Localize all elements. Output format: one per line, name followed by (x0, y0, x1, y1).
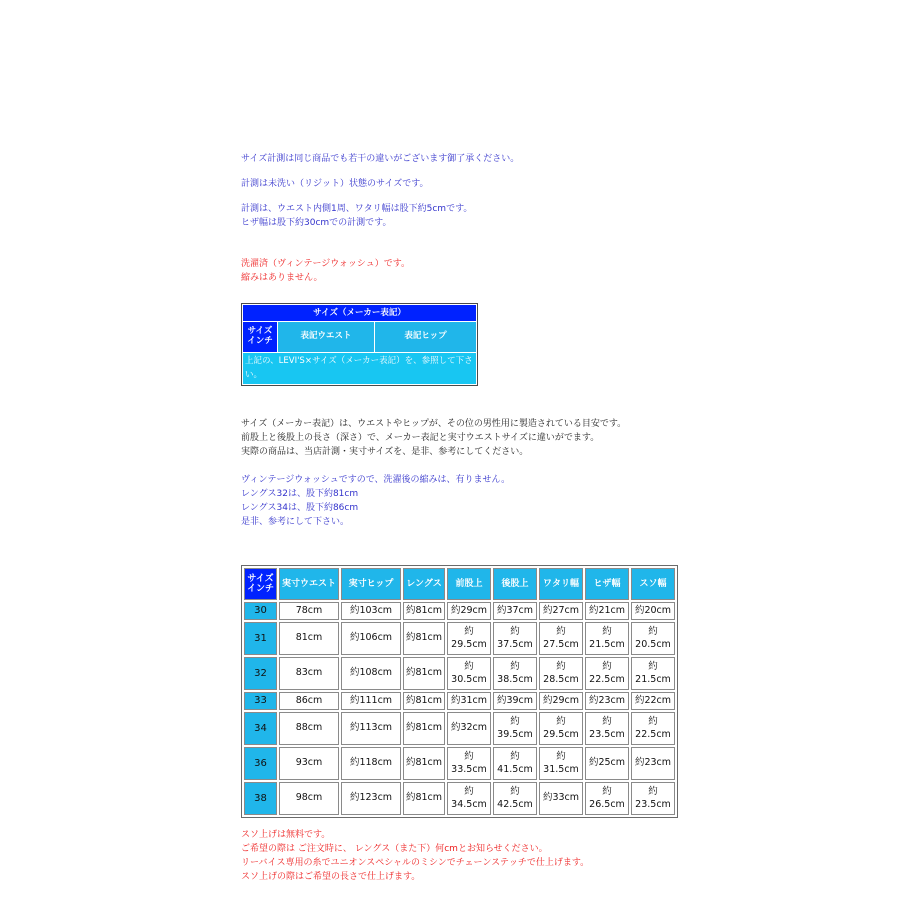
table-cell (585, 692, 629, 710)
cell-text: 約 (510, 715, 520, 727)
note-line: ご希望の際は ご注文時に、 レングス（また下）何cmとお知らせください。 (241, 843, 548, 854)
measurement-table (241, 565, 678, 818)
table-cell (341, 657, 401, 690)
table-row (244, 782, 675, 815)
table-cell (279, 657, 339, 690)
cell-text: 約 (464, 660, 474, 672)
note-vintage-wash (241, 474, 510, 530)
note-line: スソ上げの際はご希望の長さで仕上げます。 (241, 871, 421, 882)
header-length: レングス (403, 568, 445, 600)
table-cell (341, 782, 401, 815)
size-cell: 33 (244, 692, 277, 710)
cell-text: 42.5cm (497, 798, 533, 810)
cell-text: 41.5cm (497, 763, 533, 775)
header-hem-width: スソ幅 (631, 568, 675, 600)
table-cell (447, 747, 491, 780)
cell-text: 約81cm (405, 694, 443, 706)
cell-text: 約108cm (349, 667, 393, 679)
measurement-header-row (244, 568, 675, 600)
cell-text: 約103cm (349, 604, 393, 616)
table-cell (631, 692, 675, 710)
cell-text: 約111cm (349, 694, 393, 706)
size-cell: 38 (244, 782, 277, 815)
cell-text: 28.5cm (543, 673, 579, 685)
cell-text: 29.5cm (451, 638, 487, 650)
table-cell (341, 747, 401, 780)
note-line: サイズ計測は同じ商品でも若干の違いがございます御了承ください。 (241, 154, 520, 164)
table-cell (493, 602, 537, 620)
table-cell (631, 602, 675, 620)
cell-text: 30.5cm (451, 673, 487, 685)
cell-text: 約31cm (450, 694, 488, 706)
note-line: リーバイス専用の糸でユニオンスペシャルのミシンでチェーンステッチで仕上げます。 (241, 857, 590, 868)
table-cell (631, 657, 675, 690)
cell-text: 約81cm (405, 632, 443, 644)
header-line: サイズ (247, 573, 274, 584)
table-cell (403, 747, 445, 780)
maker-size-table (241, 303, 478, 386)
cell-text: 約 (556, 660, 566, 672)
cell-text: 約25cm (588, 757, 626, 769)
cell-text: 27.5cm (543, 638, 579, 650)
cell-text: 約29cm (450, 604, 488, 616)
cell-text: 39.5cm (497, 728, 533, 740)
table-row (244, 712, 675, 745)
header-size (244, 568, 277, 600)
cell-text: 38.5cm (497, 673, 533, 685)
note-line: レングス32は、股下約81cm (241, 488, 359, 499)
cell-text: 26.5cm (589, 798, 625, 810)
cell-text: 86cm (295, 694, 323, 706)
cell-text: 約23cm (588, 694, 626, 706)
note-hemming (241, 829, 589, 885)
cell-text: 約 (648, 625, 658, 637)
cell-text: 約 (602, 715, 612, 727)
cell-text: 約23cm (634, 757, 672, 769)
cell-text: 約 (464, 750, 474, 762)
cell-text: 33.5cm (451, 763, 487, 775)
table-cell (493, 712, 537, 745)
cell-text: 約 (464, 785, 474, 797)
table-cell (403, 602, 445, 620)
table-cell (447, 657, 491, 690)
table-cell (539, 747, 583, 780)
cell-text: 約 (648, 660, 658, 672)
cell-text: 約33cm (542, 792, 580, 804)
cell-text: 約 (602, 660, 612, 672)
table-cell (493, 692, 537, 710)
note-line: 計測は、ウエスト内側1周、ワタリ幅は股下約5cmです。 (241, 204, 473, 214)
cell-text: 37.5cm (497, 638, 533, 650)
cell-text: 約 (602, 625, 612, 637)
cell-text: 約 (602, 785, 612, 797)
cell-text: 約37cm (496, 604, 534, 616)
header-line: インチ (247, 336, 273, 346)
note-line: 計測は未洗い（リジット）状態のサイズです。 (241, 179, 429, 189)
table-cell (493, 747, 537, 780)
table-cell (279, 622, 339, 655)
table-cell (493, 782, 537, 815)
cell-text: 約81cm (405, 667, 443, 679)
cell-text: 約 (556, 750, 566, 762)
cell-text: 約118cm (349, 757, 393, 769)
table-row (244, 692, 675, 710)
table-cell (539, 657, 583, 690)
cell-text: 約 (464, 625, 474, 637)
cell-text: 約 (648, 785, 658, 797)
cell-text: 23.5cm (589, 728, 625, 740)
maker-table-waist-header: 表記ウエスト (278, 322, 374, 352)
note-line: レングス34は、股下約86cm (241, 502, 359, 513)
cell-text: 約123cm (349, 792, 393, 804)
table-row (244, 622, 675, 655)
table-cell (631, 782, 675, 815)
cell-text: 約81cm (405, 604, 443, 616)
cell-text: 約 (648, 715, 658, 727)
header-line: インチ (246, 584, 274, 594)
cell-text: 約 (510, 660, 520, 672)
table-cell (585, 782, 629, 815)
table-cell (447, 692, 491, 710)
note-wash (241, 258, 410, 286)
table-cell (447, 602, 491, 620)
cell-text: 98cm (295, 792, 323, 804)
cell-text: 約81cm (405, 757, 443, 769)
cell-text: 約32cm (450, 722, 488, 734)
note-measure-method (241, 203, 472, 231)
size-cell: 30 (244, 602, 277, 620)
maker-table-hip-header: 表記ヒップ (375, 322, 476, 352)
cell-text: 23.5cm (635, 798, 671, 810)
table-cell (341, 602, 401, 620)
cell-text: 81cm (295, 632, 323, 644)
table-cell (631, 712, 675, 745)
size-cell: 31 (244, 622, 277, 655)
note-unwashed-state (241, 178, 429, 192)
cell-text: 21.5cm (589, 638, 625, 650)
note-line: スソ上げは無料です。 (241, 830, 331, 840)
table-cell (631, 747, 675, 780)
table-cell (493, 622, 537, 655)
cell-text: 約 (510, 750, 520, 762)
table-cell (279, 602, 339, 620)
note-line: 是非、参考にして下さい。 (241, 516, 350, 527)
maker-table-title: サイズ（メーカー表記） (243, 305, 476, 321)
table-cell (631, 622, 675, 655)
note-maker-size-explanation (241, 418, 626, 460)
header-knee-width: ヒザ幅 (585, 568, 629, 600)
table-cell (539, 692, 583, 710)
cell-text: 22.5cm (635, 728, 671, 740)
table-cell (403, 657, 445, 690)
cell-text: 約106cm (349, 632, 393, 644)
note-line: 実際の商品は、当店計測・実寸サイズを、是非、参考にしてください。 (241, 446, 529, 457)
table-cell (279, 747, 339, 780)
table-row (244, 657, 675, 690)
table-cell (447, 782, 491, 815)
cell-text: 20.5cm (635, 638, 671, 650)
note-line: 前股上と後股上の長さ（深さ）で、メーカー表記と実寸ウエストサイズに違いがでます。 (241, 432, 600, 443)
header-thigh-width: ワタリ幅 (539, 568, 583, 600)
cell-text: 約 (556, 625, 566, 637)
cell-text: 約29cm (542, 694, 580, 706)
table-cell (279, 782, 339, 815)
table-cell (493, 657, 537, 690)
table-row (244, 747, 675, 780)
maker-table-header-row (243, 322, 476, 352)
cell-text: 約113cm (349, 722, 393, 734)
table-row (244, 602, 675, 620)
cell-text: 約81cm (405, 792, 443, 804)
table-cell (585, 657, 629, 690)
cell-text: 約81cm (405, 722, 443, 734)
header-actual-hip: 実寸ヒップ (341, 568, 401, 600)
header-front-rise: 前股上 (447, 568, 491, 600)
cell-text: 31.5cm (543, 763, 579, 775)
note-line: 縮みはありません。 (241, 272, 323, 283)
measurement-table-body (244, 602, 675, 815)
note-line: サイズ（メーカー表記）は、ウエストやヒップが、その位の男性用に製造されている目安です。 (241, 419, 627, 429)
table-cell (447, 622, 491, 655)
note-line: ヴィンテージウォッシュですので、洗濯後の縮みは、有りません。 (241, 475, 511, 485)
note-measurement-variance (241, 153, 519, 167)
note-line: 洗濯済（ヴィンテージウォッシュ）です。 (241, 259, 411, 269)
table-cell (539, 602, 583, 620)
note-line: ヒザ幅は股下約30cmでの計測です。 (241, 217, 392, 228)
table-cell (585, 747, 629, 780)
table-cell (403, 782, 445, 815)
cell-text: 21.5cm (635, 673, 671, 685)
cell-text: 約39cm (496, 694, 534, 706)
table-cell (447, 712, 491, 745)
table-cell (341, 712, 401, 745)
table-cell (403, 622, 445, 655)
cell-text: 約 (556, 715, 566, 727)
size-cell: 32 (244, 657, 277, 690)
table-cell (279, 692, 339, 710)
cell-text: 約27cm (542, 604, 580, 616)
cell-text: 93cm (295, 757, 323, 769)
table-cell (585, 602, 629, 620)
header-line: サイズ (247, 326, 273, 337)
table-cell (585, 622, 629, 655)
table-cell (539, 712, 583, 745)
table-cell (539, 782, 583, 815)
table-cell (341, 692, 401, 710)
cell-text: 78cm (295, 604, 323, 616)
maker-table-note: 上記の、LEVI'S×サイズ（メーカー表記）を、参照して下さい。 (243, 353, 476, 384)
table-cell (585, 712, 629, 745)
cell-text: 約21cm (588, 604, 626, 616)
table-cell (279, 712, 339, 745)
cell-text: 約 (510, 625, 520, 637)
table-cell (403, 712, 445, 745)
cell-text: 約22cm (634, 694, 672, 706)
size-cell: 34 (244, 712, 277, 745)
table-cell (341, 622, 401, 655)
table-cell (403, 692, 445, 710)
maker-table-size-header (243, 322, 277, 352)
table-cell (539, 622, 583, 655)
cell-text: 約 (510, 785, 520, 797)
header-back-rise: 後股上 (493, 568, 537, 600)
cell-text: 22.5cm (589, 673, 625, 685)
cell-text: 29.5cm (543, 728, 579, 740)
cell-text: 約20cm (634, 604, 672, 616)
size-cell: 36 (244, 747, 277, 780)
cell-text: 88cm (295, 722, 323, 734)
cell-text: 83cm (295, 667, 323, 679)
header-actual-waist: 実寸ウエスト (279, 568, 339, 600)
cell-text: 34.5cm (451, 798, 487, 810)
